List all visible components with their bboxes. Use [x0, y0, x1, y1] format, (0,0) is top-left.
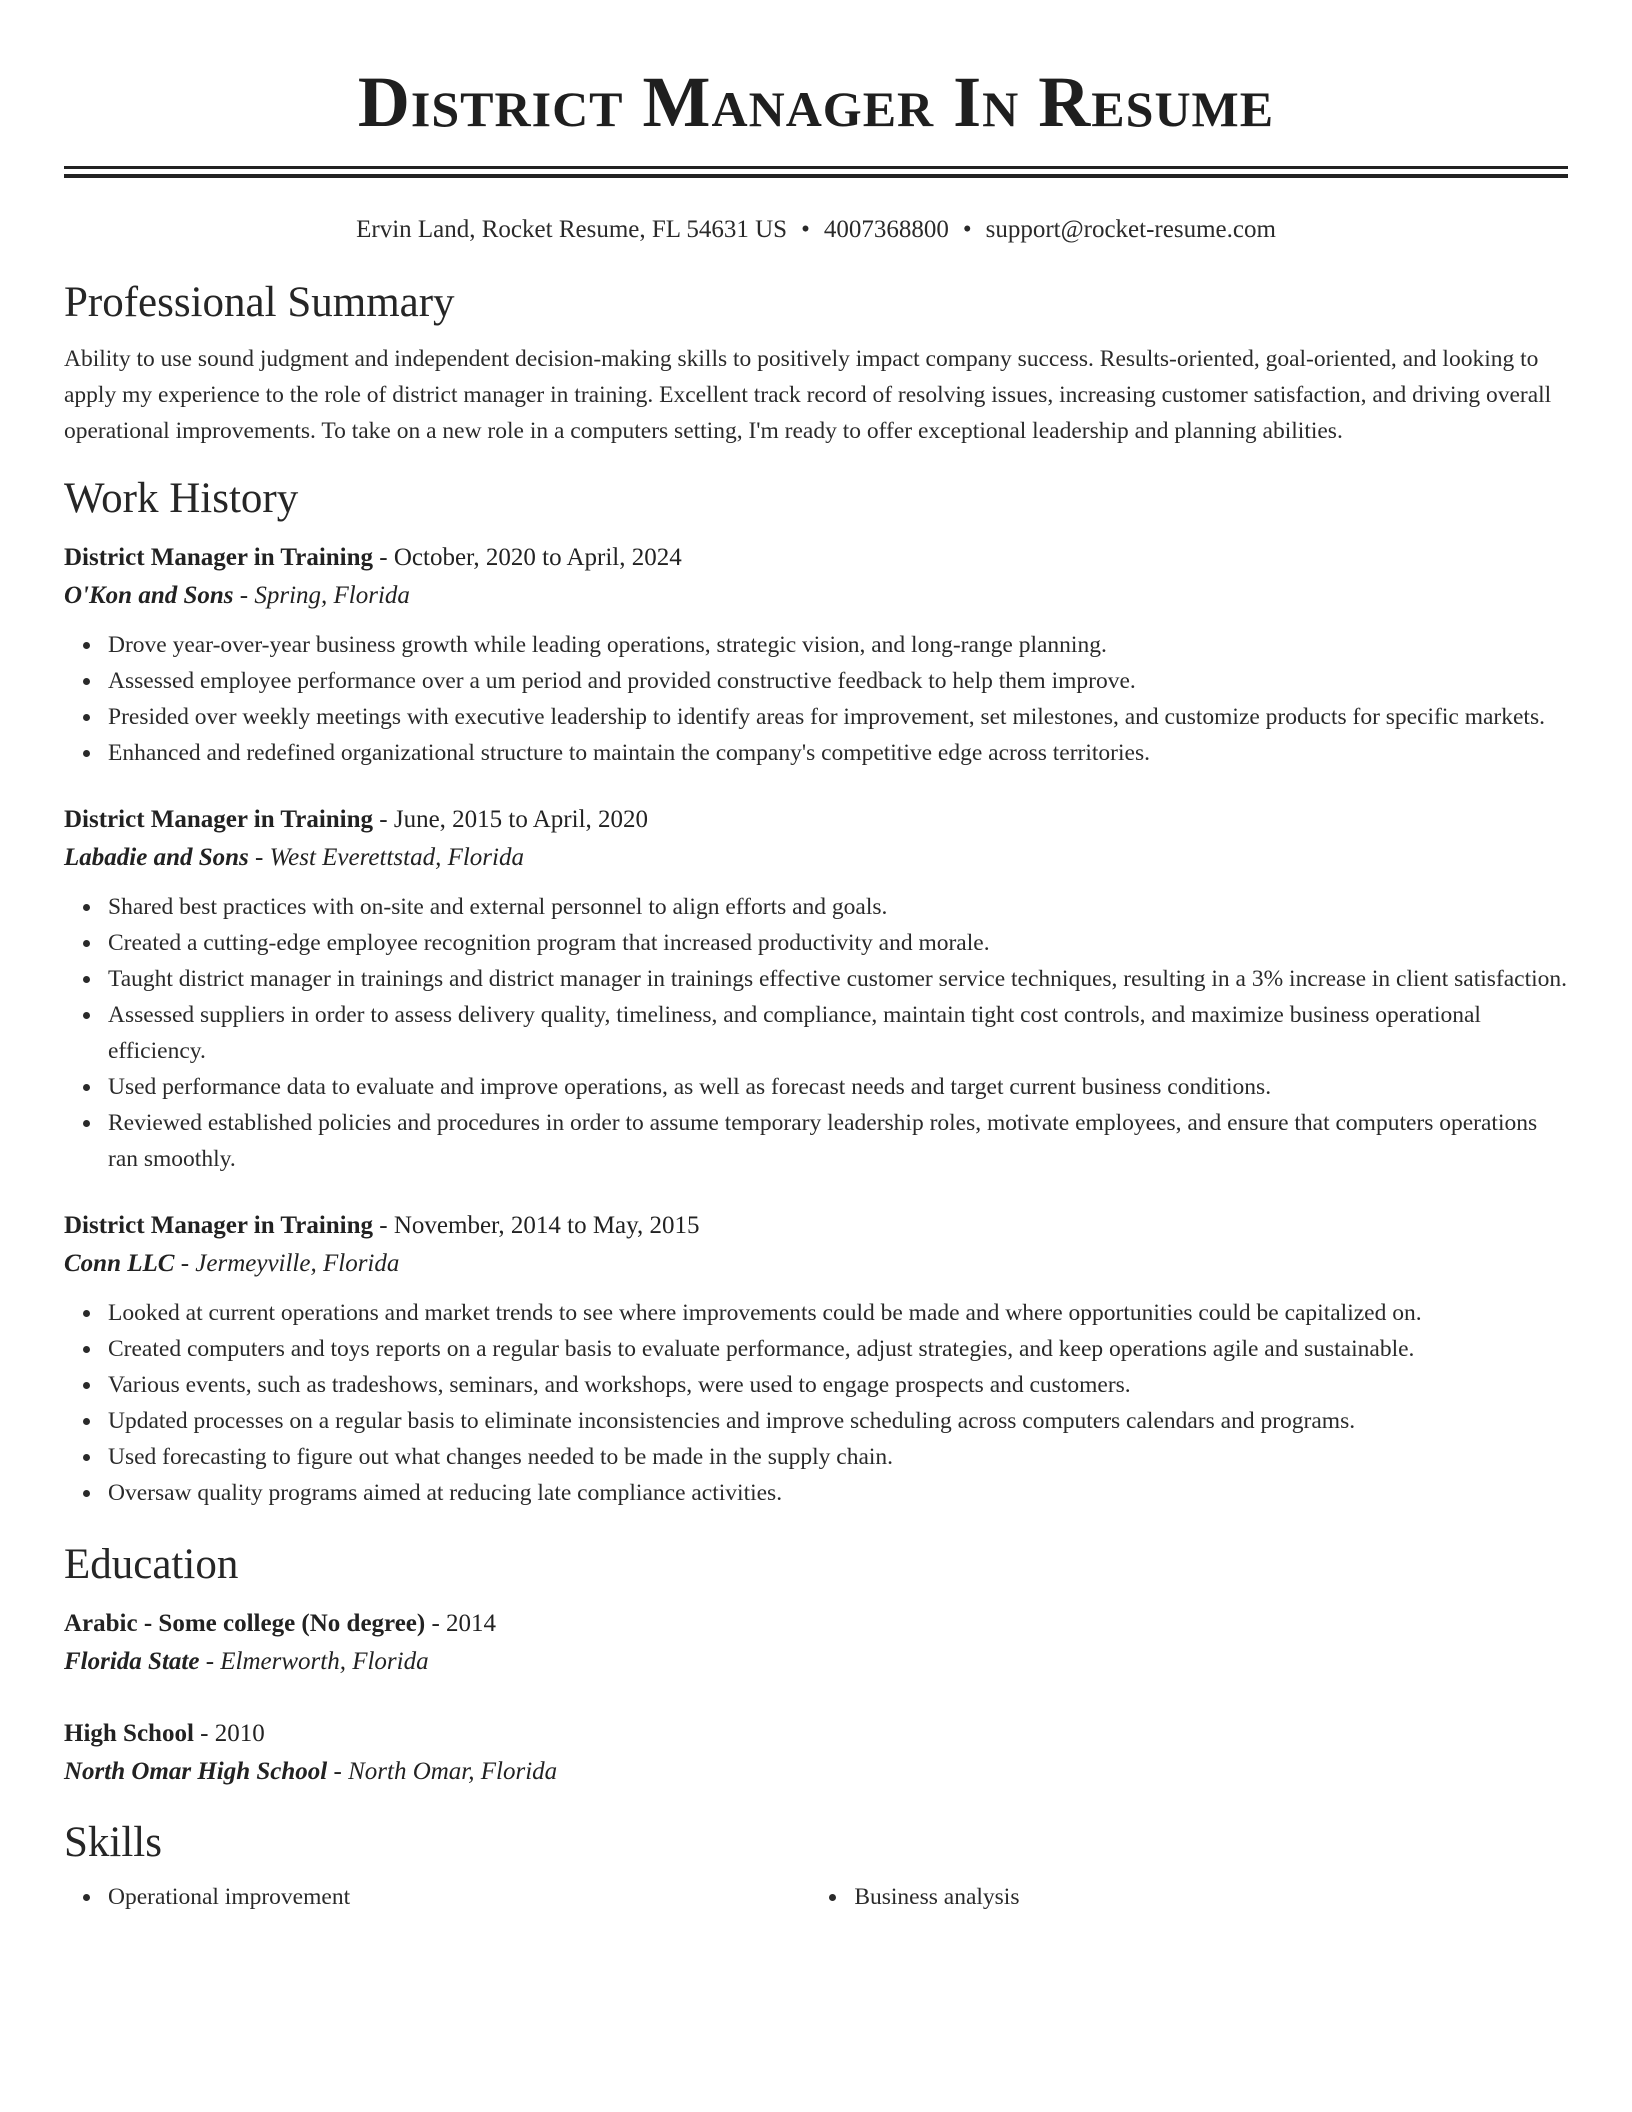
job-dates: - June, 2015 to April, 2020 [373, 806, 649, 833]
section-title-skills: Skills [64, 1819, 162, 1866]
contact-separator: • [801, 216, 810, 243]
list-item: Created a cutting-edge employee recognition program that increased productivity and morale. [108, 925, 1568, 961]
job-location: - Jermeyville, Florida [174, 1250, 400, 1277]
contact-line [64, 215, 1568, 245]
list-item: Enhanced and redefined organizational structure to maintain the company's competitive edge across territories. [108, 735, 1568, 771]
skill-item: Business analysis [854, 1879, 1568, 1915]
job-location: - West Everettstad, Florida [248, 844, 524, 871]
job-bullets [64, 889, 1568, 1177]
title-divider-bottom [64, 174, 1568, 178]
job-bullets [64, 627, 1568, 771]
skills-column-right [810, 1879, 1568, 1915]
job-company-line [64, 1245, 1568, 1283]
job-company-line [64, 577, 1568, 615]
list-item: Drove year-over-year business growth while leading operations, strategic vision, and long-range planning. [108, 627, 1568, 663]
job-company: Labadie and Sons [64, 844, 249, 871]
list-item: Presided over weekly meetings with executive leadership to identify areas for improvement, set milestones, and customize products for specific markets. [108, 699, 1568, 735]
list-item: Oversaw quality programs aimed at reducing late compliance activities. [108, 1475, 1568, 1511]
list-item: Assessed employee performance over a um period and provided constructive feedback to help them improve. [108, 663, 1568, 699]
contact-email: support@rocket-resume.com [985, 216, 1276, 243]
summary-text: Ability to use sound judgment and independent decision-making skills to positively impact company success. Results-oriented, goal-oriented, and looking to apply my experience to the role of district manager in training. Excellent track record of resolving issues, increasing customer satisfaction, and driving overall operational improvements. To take on a new role in a computers setting, I'm ready to offer exceptional leadership and planning abilities. [64, 346, 1552, 444]
education-header [64, 1715, 1568, 1753]
list-item: Taught district manager in trainings and district manager in trainings effective customer service techniques, resulting in a 3% increase in client satisfaction. [108, 961, 1568, 997]
resume-title: District Manager In Resume [357, 62, 1275, 142]
title-divider-top [64, 166, 1568, 169]
skills-grid [64, 1879, 1568, 1915]
list-item: Shared best practices with on-site and external personnel to align efforts and goals. [108, 889, 1568, 925]
education-degree: High School [64, 1720, 194, 1747]
list-item: Assessed suppliers in order to assess delivery quality, timeliness, and compliance, maintain tight cost controls, and maximize business operational efficiency. [108, 997, 1568, 1069]
job-company: Conn LLC [64, 1250, 175, 1277]
education-year: - 2014 [425, 1610, 497, 1637]
education-entry [64, 1715, 1568, 1791]
job-dates: - October, 2020 to April, 2024 [373, 544, 682, 571]
skills-column-left [64, 1879, 810, 1915]
section-title-education: Education [64, 1541, 239, 1588]
education-entry [64, 1605, 1568, 1681]
job-bullets [64, 1295, 1568, 1511]
education-school: Florida State [64, 1648, 200, 1675]
job-entry [64, 801, 1568, 1177]
job-header [64, 539, 1568, 577]
list-item: Looked at current operations and market trends to see where improvements could be made and where opportunities could be capitalized on. [108, 1295, 1568, 1331]
education-degree: Arabic - Some college (No degree) [64, 1610, 426, 1637]
list-item: Used forecasting to figure out what changes needed to be made in the supply chain. [108, 1439, 1568, 1475]
education-school-line [64, 1753, 1568, 1791]
skill-item: Operational improvement [108, 1879, 810, 1915]
job-company-line [64, 839, 1568, 877]
list-item: Reviewed established policies and procedures in order to assume temporary leadership roles, motivate employees, and ensure that computers operations ran smoothly. [108, 1105, 1568, 1177]
list-item: Used performance data to evaluate and improve operations, as well as forecast needs and target current business conditions. [108, 1069, 1568, 1105]
education-location: - North Omar, Florida [327, 1758, 558, 1785]
job-company: O'Kon and Sons [64, 582, 234, 609]
job-header [64, 801, 1568, 839]
contact-phone: 4007368800 [823, 216, 949, 243]
list-item: Various events, such as tradeshows, seminars, and workshops, were used to engage prospects and customers. [108, 1367, 1568, 1403]
job-title: District Manager in Training [64, 544, 374, 571]
job-header [64, 1207, 1568, 1245]
job-title: District Manager in Training [64, 806, 374, 833]
section-title-work-history: Work History [64, 475, 299, 522]
job-location: - Spring, Florida [233, 582, 410, 609]
job-dates: - November, 2014 to May, 2015 [373, 1212, 700, 1239]
education-location: - Elmerworth, Florida [199, 1648, 429, 1675]
job-entry [64, 1207, 1568, 1511]
job-entry [64, 539, 1568, 771]
contact-separator: • [962, 216, 972, 243]
section-title-summary: Professional Summary [64, 279, 455, 326]
list-item: Created computers and toys reports on a regular basis to evaluate performance, adjust strategies, and keep operations agile and sustainable. [108, 1331, 1568, 1367]
education-school-line [64, 1643, 1568, 1681]
job-title: District Manager in Training [64, 1212, 374, 1239]
education-year: - 2010 [193, 1720, 265, 1747]
list-item: Updated processes on a regular basis to eliminate inconsistencies and improve scheduling across computers calendars and programs. [108, 1403, 1568, 1439]
contact-address: Ervin Land, Rocket Resume, FL 54631 US [356, 216, 788, 243]
education-header [64, 1605, 1568, 1643]
education-school: North Omar High School [64, 1758, 328, 1785]
